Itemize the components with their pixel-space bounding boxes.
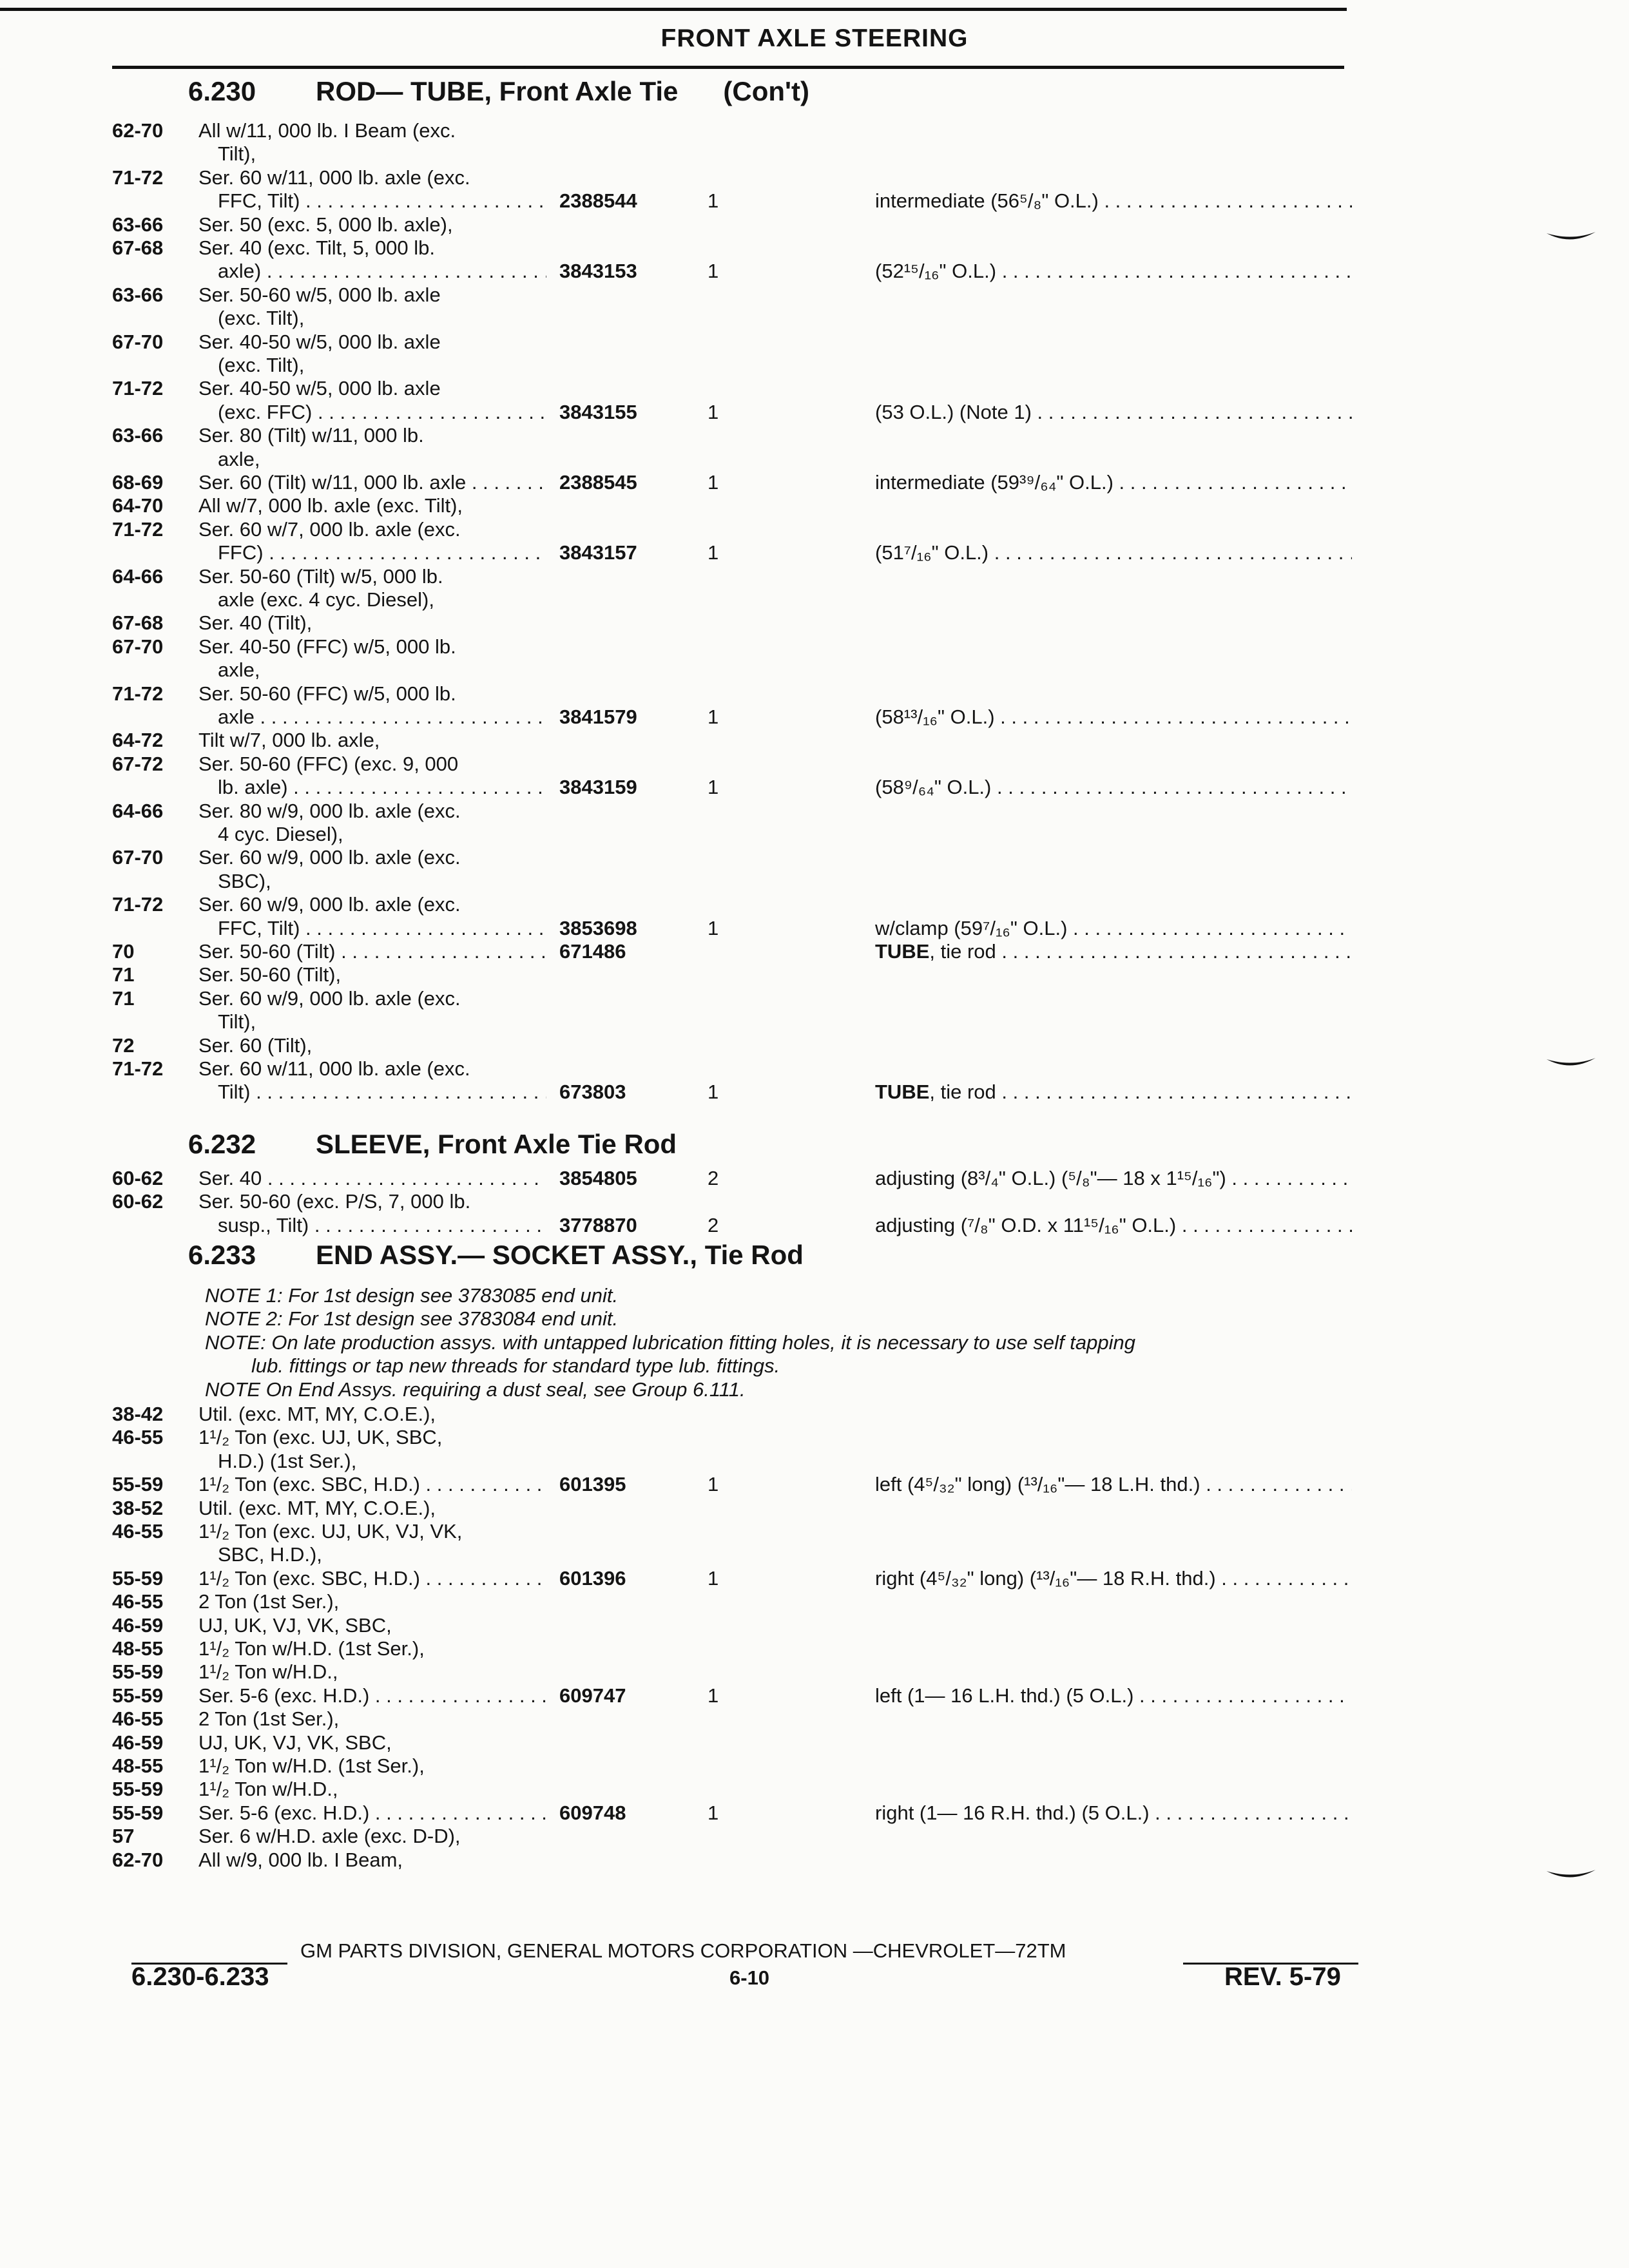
catalog-line [0,1615,1629,1637]
usage-description: Ser. 60 w/9, 000 lb. axle (exc. [198,846,461,869]
catalog-line [0,800,1629,822]
usage-description: All w/7, 000 lb. axle (exc. Tilt), [198,494,463,517]
page-title: FRONT AXLE STEERING [660,24,969,52]
part-number: 2388544 [559,189,637,213]
usage-description: 1¹/₂ Ton w/H.D., [198,1778,338,1801]
catalog-line [0,566,1629,588]
quantity: 1 [708,706,719,728]
usage-description: Ser. 60 w/9, 000 lb. axle (exc. [198,986,461,1010]
model-years: 48-55 [112,1754,164,1777]
usage-description: Ser. 50-60 w/5, 000 lb. axle [198,283,441,306]
catalog-line [0,823,1629,845]
catalog-line [0,589,1629,611]
usage-description: Tilt), [218,1010,256,1033]
section-note: lub. fittings or tap new threads for standard type lub. fittings. [251,1354,780,1378]
catalog-line [0,1191,1629,1213]
quantity: 1 [708,776,719,799]
model-years: 46-55 [112,1590,164,1613]
quantity: 1 [708,400,719,423]
model-years: 67-70 [112,846,164,869]
model-years: 71-72 [112,377,164,400]
usage-description: Ser. 50-60 (Tilt), [198,963,342,986]
usage-description: Ser. 50-60 (FFC) (exc. 9, 000 [198,752,459,775]
model-years: 63-66 [112,213,164,236]
footer-division: GM PARTS DIVISION, GENERAL MOTORS CORPORATION —CHEVROLET—72TM [300,1939,1066,1962]
model-years: 46-59 [112,1731,164,1754]
usage-description: SBC), [218,869,271,892]
catalog-line [0,1427,1629,1448]
usage-description: FFC, Tilt) . . . [218,918,546,939]
catalog-line [0,401,1629,423]
model-years: 72 [112,1033,135,1057]
model-years: 60-62 [112,1167,164,1189]
usage-description: Ser. 50-60 (Tilt) . . . [198,941,546,963]
footer-section-range: 6.230-6.233 [131,1963,269,1991]
model-years: 70 [112,940,135,963]
usage-description: Tilt) . . . [218,1081,546,1103]
model-years: 55-59 [112,1566,164,1590]
catalog-line [0,918,1629,939]
catalog-line [0,190,1629,212]
section-name: END ASSY.— SOCKET ASSY., Tie Rod [316,1240,804,1270]
catalog-line [0,612,1629,634]
catalog-line [0,425,1629,447]
catalog-line [0,214,1629,236]
usage-description: Ser. 40-50 w/5, 000 lb. axle [198,377,441,400]
usage-description: All w/11, 000 lb. I Beam (exc. [198,119,456,142]
catalog-line [0,894,1629,916]
part-remark: right (4⁵/₃₂" long) (¹³/₁₆"— 18 R.H. thd.) . . . [875,1568,1352,1590]
usage-description: Ser. 5-6 (exc. H.D.) . . . [198,1802,546,1824]
usage-description: (exc. Tilt), [218,354,305,376]
section-continued: (Con't) [723,76,809,106]
quantity: 2 [708,1213,719,1236]
usage-description: 1¹/₂ Ton w/H.D. (1st Ser.), [198,1637,425,1660]
section-heading [188,1129,677,1160]
section-note: NOTE: On late production assys. with untapped lubrication fitting holes, it is necessary to use self tapping [205,1331,1135,1354]
section-note: NOTE On End Assys. requiring a dust seal, see Group 6.111. [205,1378,746,1401]
catalog-line [0,1708,1629,1730]
section-number: 6.232 [188,1129,256,1159]
catalog-line [0,847,1629,869]
part-remark: (51⁷/₁₆" O.L.) . . . [875,542,1352,564]
part-number: 673803 [559,1081,626,1104]
model-years: 46-55 [112,1426,164,1449]
catalog-line [0,542,1629,564]
remark-keyword: TUBE [875,1081,930,1104]
catalog-line [0,1685,1629,1707]
usage-description: 1¹/₂ Ton w/H.D., [198,1660,338,1684]
catalog-line [0,237,1629,259]
usage-description: (exc. FFC) . . . [218,401,546,423]
usage-description: Ser. 60 (Tilt) w/11, 000 lb. axle . . . [198,472,546,494]
usage-description: Ser. 40-50 (FFC) w/5, 000 lb. [198,635,456,658]
footer-page-number: 6-10 [729,1966,770,1989]
model-years: 48-55 [112,1637,164,1660]
quantity: 1 [708,1566,719,1590]
usage-description: Ser. 50-60 (exc. P/S, 7, 000 lb. [198,1190,471,1213]
model-years: 71-72 [112,682,164,705]
usage-description: FFC, Tilt) . . . [218,190,546,212]
part-number: 3853698 [559,916,637,939]
usage-description: Ser. 60 w/9, 000 lb. axle (exc. [198,893,461,916]
part-remark: (52¹⁵/₁₆" O.L.) . . . [875,260,1352,282]
footer-revision: REV. 5-79 [1224,1963,1341,1991]
catalog-line [0,683,1629,705]
catalog-line [0,519,1629,541]
model-years: 38-42 [112,1403,164,1425]
part-remark: (58⁹/₆₄" O.L.) . . . [875,776,1352,798]
catalog-line [0,284,1629,306]
section-number: 6.233 [188,1240,256,1270]
catalog-line [0,1755,1629,1777]
usage-description: Ser. 40 . . . [198,1168,546,1189]
usage-description: lb. axle) . . . [218,776,546,798]
catalog-line [0,1058,1629,1080]
model-years: 71 [112,986,135,1010]
catalog-line [0,1661,1629,1683]
usage-description: 1¹/₂ Ton (exc. UJ, UK, SBC, [198,1426,443,1449]
usage-description: susp., Tilt) . . . [218,1215,546,1236]
usage-description: axle (exc. 4 cyc. Diesel), [218,588,434,611]
quantity: 1 [708,189,719,213]
section-heading [188,1240,804,1271]
usage-description: Ser. 80 (Tilt) w/11, 000 lb. [198,424,424,447]
usage-description: 1¹/₂ Ton (exc. SBC, H.D.) . . . [198,1474,546,1495]
quantity: 1 [708,1801,719,1824]
model-years: 62-70 [112,119,164,142]
part-number: 3778870 [559,1213,637,1236]
usage-description: Tilt), [218,142,256,166]
part-number: 601396 [559,1566,626,1590]
catalog-line [0,1168,1629,1189]
part-number: 2388545 [559,471,637,494]
usage-description: SBC, H.D.), [218,1543,322,1566]
model-years: 68-69 [112,471,164,494]
catalog-line [0,1403,1629,1425]
model-years: 46-59 [112,1613,164,1637]
catalog-line [0,988,1629,1010]
usage-description: 1¹/₂ Ton (exc. SBC, H.D.) . . . [198,1568,546,1590]
usage-description: 2 Ton (1st Ser.), [198,1707,340,1731]
top-rule [0,8,1347,11]
catalog-line [0,729,1629,751]
section-number: 6.230 [188,76,256,106]
usage-description: Ser. 5-6 (exc. H.D.) . . . [198,1685,546,1707]
model-years: 55-59 [112,1473,164,1496]
part-remark: TUBE, tie rod . . . [875,941,1352,963]
part-remark: (58¹³/₁₆" O.L.) . . . [875,706,1352,728]
catalog-line [0,1802,1629,1824]
catalog-line [0,706,1629,728]
usage-description: axle) . . . [218,260,546,282]
catalog-line [0,1732,1629,1754]
part-remark: intermediate (59³⁹/₆₄" O.L.) . . . [875,472,1352,494]
usage-description: Ser. 40-50 w/5, 000 lb. axle [198,330,441,353]
model-years: 67-72 [112,752,164,775]
usage-description: H.D.) (1st Ser.), [218,1449,357,1472]
catalog-line [0,167,1629,189]
quantity: 1 [708,1684,719,1707]
part-number: 3843155 [559,400,637,423]
part-remark: adjusting (⁷/₈" O.D. x 11¹⁵/₁₆" O.L.) . . . [875,1215,1352,1236]
part-remark: (53 O.L.) (Note 1) . . . [875,401,1352,423]
quantity: 1 [708,471,719,494]
usage-description: Ser. 60 w/11, 000 lb. axle (exc. [198,1057,470,1080]
usage-description: axle, [218,447,260,470]
section-name: ROD— TUBE, Front Axle Tie [316,76,679,106]
catalog-line [0,354,1629,376]
model-years: 67-68 [112,236,164,259]
usage-description: UJ, UK, VJ, VK, SBC, [198,1731,392,1754]
quantity: 1 [708,916,719,939]
model-years: 71-72 [112,1057,164,1080]
catalog-line [0,753,1629,775]
catalog-line [0,659,1629,681]
usage-description: UJ, UK, VJ, VK, SBC, [198,1613,392,1637]
model-years: 57 [112,1825,135,1848]
catalog-line [0,472,1629,494]
usage-description: 4 cyc. Diesel), [218,823,343,845]
model-years: 71-72 [112,893,164,916]
model-years: 46-55 [112,1520,164,1542]
section-name: SLEEVE, Front Axle Tie Rod [316,1129,677,1159]
usage-description: Ser. 60 w/11, 000 lb. axle (exc. [198,166,470,189]
model-years: 46-55 [112,1707,164,1731]
model-years: 64-70 [112,494,164,517]
usage-description: 1¹/₂ Ton (exc. UJ, UK, VJ, VK, [198,1520,463,1542]
quantity: 1 [708,1081,719,1104]
catalog-line [0,636,1629,658]
catalog-line [0,776,1629,798]
catalog-line [0,331,1629,353]
model-years: 67-68 [112,611,164,635]
catalog-line [0,1591,1629,1613]
usage-description: axle, [218,658,260,682]
model-years: 62-70 [112,1848,164,1871]
part-remark: right (1— 16 R.H. thd.) (5 O.L.) . . . [875,1802,1352,1824]
catalog-line [0,1450,1629,1472]
catalog-line [0,448,1629,470]
catalog-line [0,1474,1629,1495]
part-number: 671486 [559,940,626,963]
catalog-line [0,1215,1629,1236]
catalog-line [0,941,1629,963]
model-years: 67-70 [112,330,164,353]
catalog-line [0,143,1629,165]
part-number: 3841579 [559,706,637,728]
usage-description: Ser. 80 w/9, 000 lb. axle (exc. [198,799,461,822]
remark-keyword: TUBE [875,941,930,963]
quantity: 1 [708,1473,719,1496]
part-number: 3843153 [559,260,637,283]
part-remark: left (4⁵/₃₂" long) (¹³/₁₆"— 18 L.H. thd.) . . . [875,1474,1352,1495]
catalog-line [0,870,1629,892]
usage-description: Ser. 60 (Tilt), [198,1033,313,1057]
usage-description: Ser. 60 w/7, 000 lb. axle (exc. [198,517,461,541]
model-years: 38-52 [112,1496,164,1519]
part-remark: intermediate (56⁵/₈" O.L.) . . . [875,190,1352,212]
model-years: 64-72 [112,729,164,752]
model-years: 71-72 [112,517,164,541]
usage-description: Ser. 50 (exc. 5, 000 lb. axle), [198,213,453,236]
part-remark: w/clamp (59⁷/₁₆" O.L.) . . . [875,918,1352,939]
quantity: 2 [708,1167,719,1189]
model-years: 71-72 [112,166,164,189]
catalog-line [0,378,1629,399]
section-heading [188,76,809,107]
usage-description: Ser. 6 w/H.D. axle (exc. D-D), [198,1825,461,1848]
model-years: 55-59 [112,1684,164,1707]
catalog-line [0,1825,1629,1847]
usage-description: Ser. 50-60 (Tilt) w/5, 000 lb. [198,564,443,588]
part-number: 3843157 [559,541,637,564]
catalog-line [0,120,1629,142]
usage-description: FFC) . . . [218,542,546,564]
catalog-line [0,1011,1629,1033]
part-number: 601395 [559,1473,626,1496]
usage-description: All w/9, 000 lb. I Beam, [198,1848,403,1871]
section-note: NOTE 2: For 1st design see 3783084 end unit. [205,1307,619,1331]
catalog-line [0,1638,1629,1660]
section-note: NOTE 1: For 1st design see 3783085 end unit. [205,1284,619,1307]
catalog-line [0,1521,1629,1542]
part-number: 609748 [559,1801,626,1824]
model-years: 63-66 [112,283,164,306]
catalog-line [0,1035,1629,1057]
usage-description: Util. (exc. MT, MY, C.O.E.), [198,1403,436,1425]
binder-mark-2 [1545,1055,1597,1075]
model-years: 55-59 [112,1801,164,1824]
usage-description: 2 Ton (1st Ser.), [198,1590,340,1613]
part-remark: adjusting (8³/₄" O.L.) (⁵/₈"— 18 x 1¹⁵/₁₆") . . . [875,1168,1352,1189]
catalog-line [0,1081,1629,1103]
catalog-line [0,260,1629,282]
catalog-line [0,307,1629,329]
catalog-line [0,1544,1629,1566]
part-number: 3854805 [559,1167,637,1189]
quantity: 1 [708,260,719,283]
usage-description: Ser. 40 (exc. Tilt, 5, 000 lb. [198,236,436,259]
usage-description: Tilt w/7, 000 lb. axle, [198,729,380,752]
title-rule [112,66,1344,69]
model-years: 71 [112,963,135,986]
model-years: 63-66 [112,424,164,447]
quantity: 1 [708,541,719,564]
part-remark: TUBE, tie rod . . . [875,1081,1352,1103]
catalog-line [0,1778,1629,1800]
usage-description: axle . . . [218,706,546,728]
usage-description: 1¹/₂ Ton w/H.D. (1st Ser.), [198,1754,425,1777]
catalog-line [0,1568,1629,1590]
model-years: 64-66 [112,564,164,588]
usage-description: (exc. Tilt), [218,307,305,330]
usage-description: Ser. 50-60 (FFC) w/5, 000 lb. [198,682,456,705]
model-years: 55-59 [112,1660,164,1684]
part-number: 609747 [559,1684,626,1707]
usage-description: Util. (exc. MT, MY, C.O.E.), [198,1496,436,1519]
model-years: 67-70 [112,635,164,658]
binder-mark-3 [1545,1867,1597,1887]
catalog-line [0,964,1629,986]
part-number: 3843159 [559,776,637,799]
usage-description: Ser. 40 (Tilt), [198,611,313,635]
model-years: 60-62 [112,1190,164,1213]
binder-mark-1 [1545,229,1597,249]
catalog-line [0,495,1629,517]
part-remark: left (1— 16 L.H. thd.) (5 O.L.) . . . [875,1685,1352,1707]
catalog-line [0,1849,1629,1871]
catalog-line [0,1497,1629,1519]
model-years: 55-59 [112,1778,164,1801]
model-years: 64-66 [112,799,164,822]
